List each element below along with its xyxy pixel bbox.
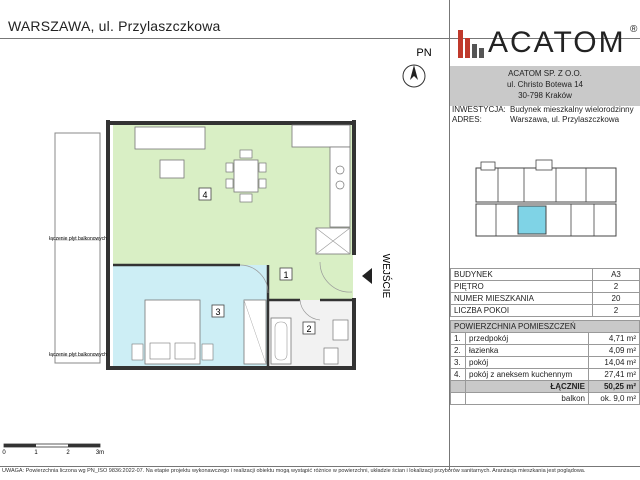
footer-note: UWAGA: Powierzchnia liczona wg PN_ISO 9836:2022-07. Na etapie projektu wykonawczego i realizacji obiektu mogą wystąpić różnice w powierzchni, układzie ścian i lokalizacji przyborów sanitarnych. Aranżacja mieszkania jest poglądowa. (2, 468, 586, 474)
room-label-3: 3 (215, 307, 221, 317)
cell-value: 4,09 m² (589, 345, 640, 357)
company-logo (452, 22, 640, 66)
table-row-total (451, 381, 640, 393)
cell-no: 2. (451, 345, 466, 357)
cell-no: 4. (451, 369, 466, 381)
cell-label: PIĘTRO (451, 281, 593, 293)
compass-icon (403, 65, 425, 87)
cell-value: 14,04 m² (589, 357, 640, 369)
table-row (451, 281, 640, 293)
total-value: 50,25 m² (589, 381, 640, 393)
room-label-2: 2 (306, 324, 312, 334)
balcony-outline (55, 133, 100, 363)
cell-value: 4,71 m² (589, 333, 640, 345)
investment-value: Budynek mieszkalny wielorodzinny (510, 105, 634, 114)
logo-bars-icon (456, 24, 490, 60)
investment-label: INWESTYCJA: (452, 105, 506, 114)
area-header: POWIERZCHNIA POMIESZCZEŃ (451, 321, 640, 333)
table-row (451, 393, 640, 405)
room-label-4: 4 (202, 190, 208, 200)
logo-text: ACATOM (488, 26, 626, 59)
total-label: ŁĄCZNIE (466, 381, 589, 393)
cell-name: pokój (466, 357, 589, 369)
cell-value: 27,41 m² (589, 369, 640, 381)
table-row (451, 293, 640, 305)
entrance-arrow-icon (362, 268, 372, 284)
scale-label: 2 (66, 450, 70, 456)
floor-plan (0, 40, 440, 440)
address-value: Warszawa, ul. Przylaszczkowa (510, 115, 620, 124)
building-key-plan (476, 160, 616, 240)
table-header (451, 321, 640, 333)
investment-info (450, 104, 640, 126)
cell-no: 3. (451, 357, 466, 369)
table-row (451, 305, 640, 317)
divider (0, 466, 640, 467)
balcony-value: ok. 9,0 m² (589, 393, 640, 405)
compass-label: PN (416, 47, 432, 59)
balcony-note: łączenie płyt balkonowych (49, 236, 107, 242)
table-row (451, 345, 640, 357)
room-label-1: 1 (283, 270, 289, 280)
company-name: ACATOM SP. Z O.O. (508, 69, 582, 78)
cell-value: 20 (593, 293, 640, 305)
table-row (451, 269, 640, 281)
scale-label: 0 (2, 450, 6, 456)
balcony-label: balkon (466, 393, 589, 405)
cell-no: 1. (451, 333, 466, 345)
balcony-note: łączenie płyt balkonowych (49, 352, 107, 358)
cell-label: LICZBA POKOI (451, 305, 593, 317)
company-info (450, 66, 640, 106)
apartment-table (450, 268, 640, 317)
table-row (451, 369, 640, 381)
scale-label: 1 (34, 450, 38, 456)
table-row (451, 333, 640, 345)
company-city: 30-798 Kraków (518, 91, 572, 100)
company-street: ul. Christo Botewa 14 (506, 80, 584, 89)
scale-bar (4, 442, 114, 466)
entrance-label: WEJŚCIE (380, 253, 391, 299)
cell-value: 2 (593, 305, 640, 317)
page-title: WARSZAWA, ul. Przylaszczkowa (8, 18, 221, 34)
cell-value: A3 (593, 269, 640, 281)
cell-label: BUDYNEK (451, 269, 593, 281)
cell-value: 2 (593, 281, 640, 293)
area-table (450, 320, 640, 405)
table-row (451, 357, 640, 369)
cell-name: pokój z aneksem kuchennym (466, 369, 589, 381)
address-label: ADRES: (452, 115, 482, 124)
scale-label: 3m (95, 450, 105, 456)
cell-name: łazienka (466, 345, 589, 357)
logo-registered-mark: ® (630, 24, 638, 35)
cell-name: przedpokój (466, 333, 589, 345)
cell-label: NUMER MIESZKANIA (451, 293, 593, 305)
